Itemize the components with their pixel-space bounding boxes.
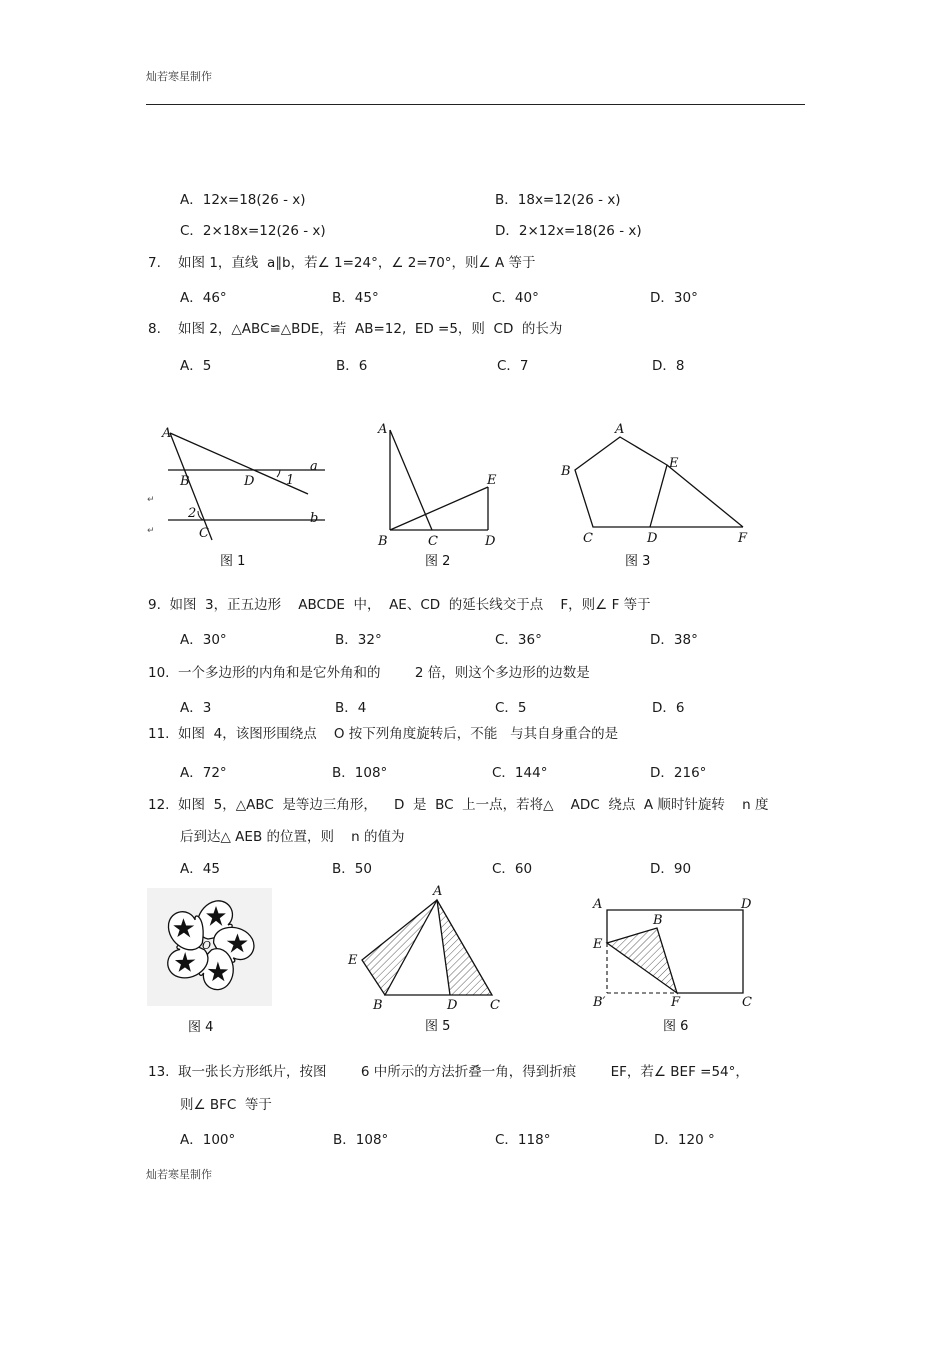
q12-option-d: D．90: [650, 861, 692, 877]
q9-option-c: C．36°: [495, 632, 542, 648]
fig3-caption: 图 3: [625, 554, 651, 569]
q13-option-b: B．108°: [333, 1132, 389, 1148]
q13-option-a: A．100°: [180, 1132, 236, 1148]
fig4-caption: 图 4: [188, 1020, 214, 1035]
q6-option-d: D．2×12x=18(26 - x): [495, 223, 642, 239]
return-mark-icon: ↵: [147, 495, 155, 505]
q7-option-c: C．40°: [492, 290, 539, 306]
q11-stem-post: 与其自身重合的是: [497, 726, 619, 742]
fig1-label-angle-2: 2: [188, 506, 197, 521]
q9-option-d: D．38°: [650, 632, 698, 648]
q6-option-b: B．18x=12(26 - x): [495, 192, 621, 208]
q11-option-d: D．216°: [650, 765, 707, 781]
fig1-label-a-point: A: [162, 426, 172, 441]
q8-option-c: C．7: [497, 358, 529, 374]
q7-stem: 7. 如图 1，直线 a∥b，若∠ 1=24°，∠ 2=70°，则∠ A 等于: [148, 255, 536, 271]
q8-option-b: B．6: [336, 358, 368, 374]
q7-option-d: D．30°: [650, 290, 698, 306]
fig6-label-b-prime-point: B′: [593, 995, 606, 1010]
q11-stem-pre: 11. 如图 4，该图形围绕点 O 按下列角度旋转后，不: [148, 726, 484, 742]
q12-option-b: B．50: [332, 861, 372, 877]
page-header-title: 灿若寒星制作: [146, 70, 212, 83]
q10-option-d: D．6: [652, 700, 685, 716]
q6-option-a: A．12x=18(26 - x): [180, 192, 306, 208]
q12-stem-line2: 后到达△ AEB 的位置，则 n 的值为: [180, 829, 405, 845]
figure-4: [145, 885, 280, 1040]
q9-option-b: B．32°: [335, 632, 382, 648]
fig2-label-b-point: B: [378, 534, 388, 549]
fig1-label-c-point: C: [199, 526, 209, 541]
q8-stem: 8. 如图 2，△ABC≌△BDE，若 AB=12, ED =5，则 CD 的长为: [148, 321, 563, 337]
fig2-label-c-point: C: [428, 534, 438, 549]
fig1-label-line-b: b: [310, 511, 319, 526]
q13-option-c: C．118°: [495, 1132, 551, 1148]
figure-6: [585, 888, 775, 1043]
q13-option-d: D．120 °: [654, 1132, 715, 1148]
q9-option-a: A．30°: [180, 632, 227, 648]
fig2-label-d-point: D: [485, 534, 496, 549]
q11-option-b: B．108°: [332, 765, 388, 781]
fig2-label-a-point: A: [378, 422, 388, 437]
return-mark-icon: ↵: [147, 526, 155, 536]
fig3-label-b-point: B: [561, 464, 571, 479]
q10-option-a: A．3: [180, 700, 212, 716]
fig4-label-o-point: O: [202, 939, 212, 952]
fig3-label-e-point: E: [669, 456, 679, 471]
fig3-label-f-point: F: [738, 531, 748, 546]
fig6-label-f-point: F: [671, 995, 681, 1010]
fig6-caption: 图 6: [663, 1019, 689, 1034]
q12-option-a: A．45: [180, 861, 220, 877]
fig6-label-d-point: D: [741, 897, 752, 912]
fig1-label-line-a: a: [310, 459, 318, 474]
q12-stem-line1: 12. 如图 5，△ABC 是等边三角形， D 是 BC 上一点，若将△ ADC 绕点 A 顺时针旋转 n 度: [148, 797, 769, 813]
fig1-label-d-point: D: [244, 474, 255, 489]
fig5-label-d-point: D: [447, 998, 458, 1013]
fig3-label-d-point: D: [647, 531, 658, 546]
q8-option-a: A．5: [180, 358, 212, 374]
fig6-label-b-point: B: [653, 913, 663, 928]
fig5-label-e-point: E: [348, 953, 358, 968]
fig6-label-e-point: E: [593, 937, 603, 952]
fig6-label-c-point: C: [742, 995, 752, 1010]
fig3-label-c-point: C: [583, 531, 593, 546]
fig5-label-b-point: B: [373, 998, 383, 1013]
fig1-label-b-point: B: [180, 474, 190, 489]
fig5-label-c-point: C: [490, 998, 500, 1013]
fig5-caption: 图 5: [425, 1019, 451, 1034]
header-rule: [146, 104, 805, 105]
fig5-label-a-point: A: [433, 884, 443, 899]
q13-stem-line2: 则∠ BFC 等于: [180, 1097, 272, 1113]
figure-5: [340, 880, 520, 1040]
fig2-caption: 图 2: [425, 554, 451, 569]
fig2-label-e-point: E: [487, 473, 497, 488]
q11-stem-emphasis: 能: [483, 726, 498, 742]
page-footer-title: 灿若寒星制作: [146, 1168, 212, 1181]
q13-stem-line1: 13. 取一张长方形纸片，按图 6 中所示的方法折叠一角，得到折痕 EF，若∠ BEF =54°，: [148, 1064, 749, 1080]
fig3-label-a-point: A: [615, 422, 625, 437]
figure-3: [555, 415, 775, 575]
figure-2: [370, 415, 530, 575]
q6-option-c: C．2×18x=12(26 - x): [180, 223, 326, 239]
q10-option-b: B．4: [335, 700, 367, 716]
figure-1: [140, 415, 340, 575]
q11-option-a: A．72°: [180, 765, 227, 781]
q8-option-d: D．8: [652, 358, 685, 374]
q11-stem: [148, 726, 618, 742]
fig6-label-a-point: A: [593, 897, 603, 912]
fig1-caption: 图 1: [220, 554, 246, 569]
q10-option-c: C．5: [495, 700, 527, 716]
q11-option-c: C．144°: [492, 765, 548, 781]
q9-stem: 9. 如图 3，正五边形 ABCDE 中， AE、CD 的延长线交于点 F，则∠ F 等于: [148, 597, 651, 613]
q7-option-b: B．45°: [332, 290, 379, 306]
q7-option-a: A．46°: [180, 290, 227, 306]
q10-stem: 10. 一个多边形的内角和是它外角和的 2 倍，则这个多边形的边数是: [148, 665, 590, 681]
fig1-label-angle-1: 1: [286, 473, 295, 488]
q12-option-c: C．60: [492, 861, 533, 877]
